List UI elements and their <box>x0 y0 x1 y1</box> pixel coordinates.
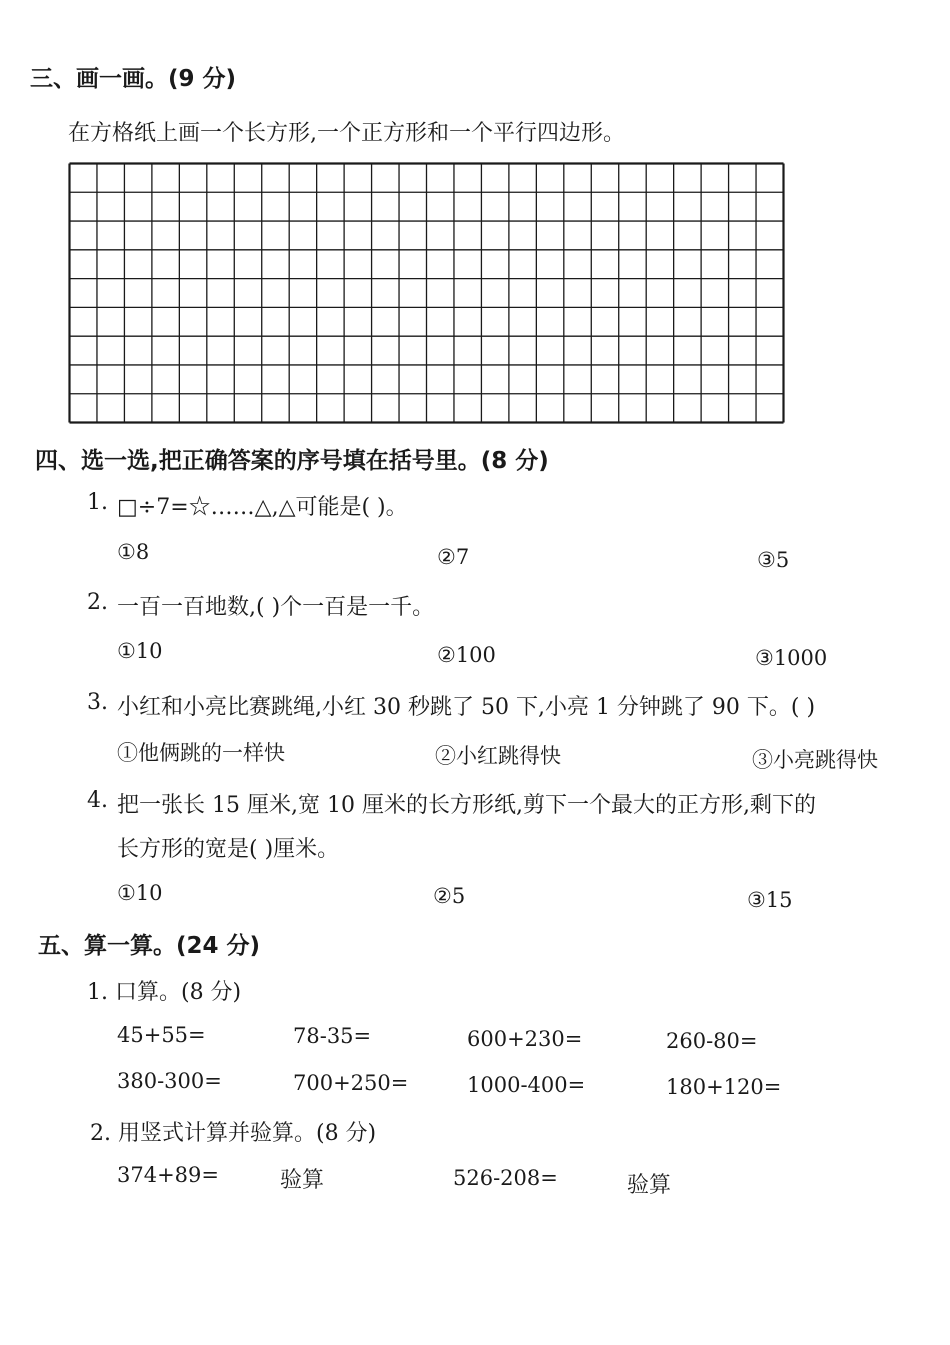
verification-label-2: 验算 <box>627 1173 672 1198</box>
question-3-option-c: ③小亮跳得快 <box>752 748 878 772</box>
question-4-text: 把一张长 15 厘米,宽 10 厘米的长方形纸,剪下一个最大的正方形,剩下的 <box>117 793 816 818</box>
oral-calc-item: 180+120= <box>666 1075 782 1099</box>
question-3-option-b: ②小红跳得快 <box>435 744 561 768</box>
question-4-number: 4. <box>87 788 108 813</box>
vertical-calc-expr-2: 526-208= <box>453 1166 558 1190</box>
oral-calc-item: 78-35= <box>293 1024 372 1048</box>
oral-calc-item: 700+250= <box>293 1071 409 1095</box>
question-1-option-c: ③5 <box>757 548 790 572</box>
question-1-number: 1. <box>87 490 108 515</box>
vertical-calc-expr-1: 374+89= <box>117 1163 219 1187</box>
verification-label-1: 验算 <box>280 1168 325 1193</box>
oral-calc-item: 45+55= <box>117 1023 206 1047</box>
question-2-number: 2. <box>87 590 108 615</box>
oral-calc-item: 600+230= <box>467 1027 583 1051</box>
question-4-option-b: ②5 <box>433 884 466 908</box>
question-4-option-c: ③15 <box>747 888 793 912</box>
question-1-option-b: ②7 <box>437 545 470 569</box>
question-1-option-a: ①8 <box>117 540 150 564</box>
question-4-option-a: ①10 <box>117 881 163 905</box>
question-2-option-b: ②100 <box>437 643 496 667</box>
question-3-option-a: ①他俩跳的一样快 <box>117 741 285 765</box>
question-1-text: □÷7=☆……△,△可能是( )。 <box>117 495 408 520</box>
section-5-heading: 五、算一算。(24 分) <box>38 933 261 959</box>
oral-calc-item: 380-300= <box>117 1069 222 1093</box>
drawing-grid[interactable] <box>68 162 785 424</box>
vertical-calc-title: 2. 用竖式计算并验算。(8 分) <box>90 1121 377 1146</box>
question-2-text: 一百一百地数,( )个一百是一千。 <box>117 595 435 620</box>
question-3-number: 3. <box>87 690 108 715</box>
oral-calc-item: 260-80= <box>666 1029 758 1053</box>
question-4-text-line2: 长方形的宽是( )厘米。 <box>117 837 340 862</box>
section-3-instruction: 在方格纸上画一个长方形,一个正方形和一个平行四边形。 <box>68 121 625 146</box>
question-2-option-c: ③1000 <box>755 646 828 670</box>
oral-calc-item: 1000-400= <box>467 1073 586 1097</box>
section-3-heading: 三、画一画。(9 分) <box>30 66 237 92</box>
question-3-text: 小红和小亮比赛跳绳,小红 30 秒跳了 50 下,小亮 1 分钟跳了 90 下。( ) <box>117 695 816 720</box>
oral-calc-title: 1. 口算。(8 分) <box>87 980 242 1005</box>
question-2-option-a: ①10 <box>117 639 163 663</box>
section-4-heading: 四、选一选,把正确答案的序号填在括号里。(8 分) <box>35 448 549 474</box>
